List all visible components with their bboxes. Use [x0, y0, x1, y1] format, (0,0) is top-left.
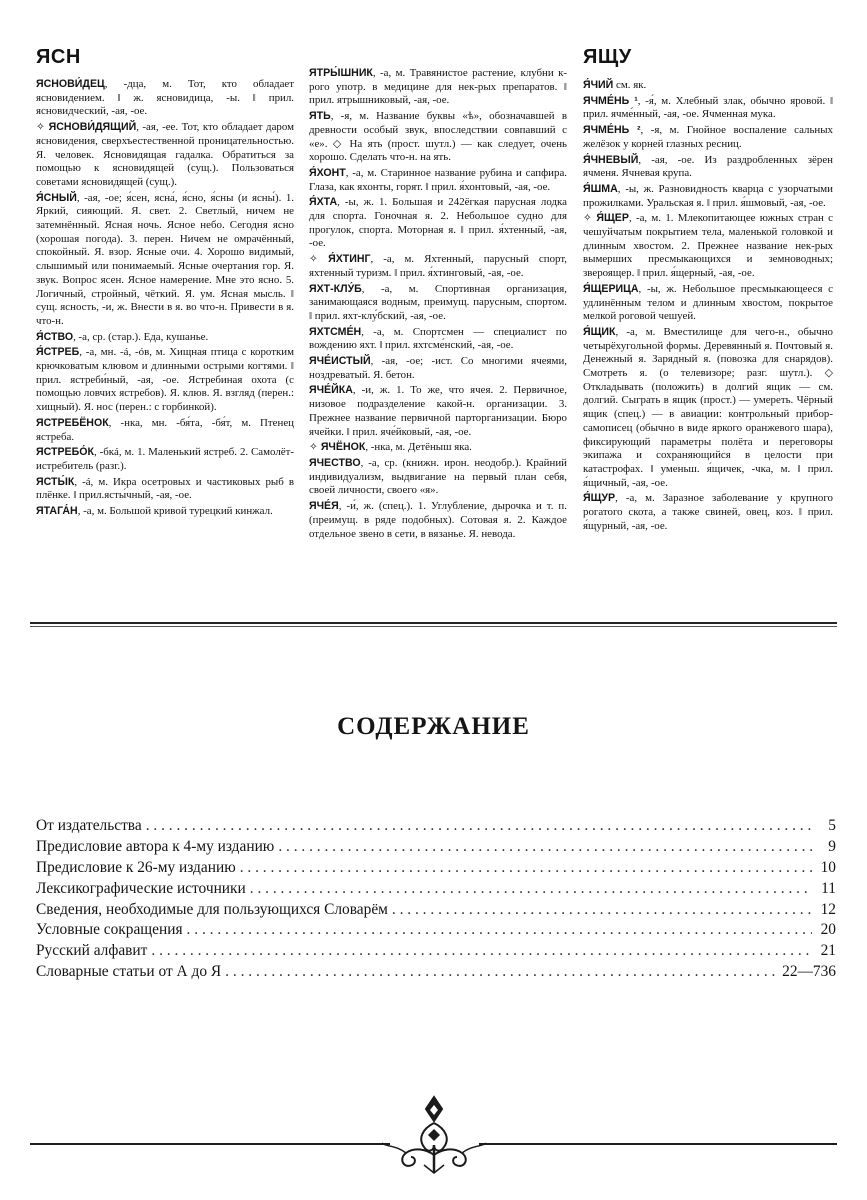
dictionary-entry — [583, 492, 833, 533]
toc-entry[interactable] — [36, 859, 836, 880]
entry-definition: , -а, м. Спортивная организация, занимающаяся водным, преимущ. парусным, спортом. ‖ прил. яхт-клу́бский, -ая, -ое. — [309, 282, 567, 322]
dictionary-entry — [36, 417, 294, 444]
entry-headword: Я́ЩЕРИЦА — [583, 282, 639, 295]
section-divider-thin — [30, 626, 837, 627]
entry-definition: , -ы, ж. Разновидность кварца с узорчатыми прожилками. Уральская я. ‖ прил. я́шмовый, -ая, -ое. — [583, 182, 833, 209]
entry-headword: ЯЧМЕ́НЬ ² — [583, 124, 641, 137]
dictionary-entry — [36, 446, 294, 473]
entry-headword: ЯСТЫ́К — [36, 475, 75, 488]
running-head-left: ЯСН — [36, 46, 81, 68]
dictionary-entry — [583, 79, 833, 93]
dictionary-entry — [36, 331, 294, 345]
dictionary-entry — [36, 346, 294, 415]
dictionary-entry — [583, 124, 833, 151]
entry-definition: , -а, м. Заразное заболевание у крупного рогатого скота, а также свиней, овец, коз. ‖ прил. я́щурный, -ая, -ое. — [583, 492, 833, 532]
toc-title: СОДЕРЖАНИЕ — [337, 713, 530, 740]
dictionary-entry — [583, 154, 833, 181]
entry-definition: , -я, м. Название буквы «ѣ», обозначавшей в древности особый звук, впоследствии совпавший с «е». ◇ На ять (прост. шутл.) — как следует, очень хорошо. Сделать что-н. на ять. — [309, 110, 567, 164]
entry-headword: ✧ Я́ХТИНГ — [309, 253, 371, 266]
dictionary-entry — [309, 167, 567, 194]
dictionary-entry — [583, 95, 833, 122]
toc-leader-dots — [392, 901, 812, 919]
toc-leader-dots — [146, 817, 812, 835]
entry-definition: , -а, ср. (стар.). Еда, кушанье. — [73, 330, 209, 343]
entry-headword: ЯСНОВИ́ДЕЦ — [36, 78, 105, 90]
entry-definition: , -а, м. Яхтенный, парусный спорт, яхтенный туризм. ‖ прил. я́хтинговый, -ая, -ое. — [309, 253, 567, 279]
entry-definition: , -ы, ж. Небольшое пресмыкающееся с удлинённым телом и длинным хвостом, покрытое мелкой роговой чешуей. — [583, 282, 833, 323]
dictionary-entry — [36, 121, 294, 190]
toc-page-number: 12 — [820, 900, 836, 918]
entry-headword: ЯТЬ — [309, 110, 331, 123]
toc-entry-label: Словарные статьи от А до Я — [36, 963, 222, 981]
toc-leader-dots — [278, 838, 812, 856]
toc-entry-label: Лексикографические источники — [36, 879, 246, 897]
toc-page-number: 9 — [828, 837, 836, 855]
dictionary-entry — [309, 355, 567, 382]
entry-definition: , -я́, м. Хлебный злак, обычно яровой. ‖ прил. ячме́нный, -ая, -ое. Ячменная мука. — [583, 94, 833, 121]
toc-leader-dots — [240, 859, 812, 877]
entry-headword: Я́ХОНТ — [309, 166, 346, 179]
entry-definition: , -ая, -ое. Из раздробленных зёрен ячменя. Ячневая крупа. — [583, 153, 833, 180]
toc-page-number: 11 — [821, 879, 836, 897]
decorative-ornament-icon — [378, 1095, 490, 1175]
entry-headword: ✧ Я́ЩЕР — [583, 212, 629, 225]
toc-entry-label: Русский алфавит — [36, 942, 148, 960]
dictionary-entry — [309, 384, 567, 439]
dictionary-column-2 — [309, 67, 567, 543]
entry-definition: , -ая, -ое; я́сен, ясна́, я́сно, я́сны (и ясны́). 1. Яркий, сияющий. Я. свет. 2. Светлый, ничем не затемнённый. Ясная ночь. Ясное небо. Сегодня ясно (хорошая погода). 3. перен. Ничем не омрачённый, спокойный. Я. взор. Ясные очи. 4. Хорошо видимый, слышимый или понимаемый. Ясные очертания гор. Я. звук. Вопрос ясен. Ясное намерение. Мне это ясно. 5. Логичный, стройный, чёткий. Я. ум. Ясная мысль. ‖ сущ. ясность, -и, ж. Внести в я. во что-н. Привести в я. что-н. — [36, 191, 294, 327]
entry-definition: , -ая, -ее. Тот, кто обладает даром ясновидения, сверхъестественной проницательностью. Я. человек. Ясновидящая гадалка. Обратиться за помощью к ясновидящей (сущ.). Пользоваться советами ясновидящей (сущ.). — [36, 121, 294, 188]
toc-entry[interactable] — [36, 817, 836, 838]
entry-headword: Я́ЧНЕВЫЙ — [583, 153, 639, 166]
dictionary-entry — [583, 283, 833, 324]
dictionary-entry — [583, 326, 833, 490]
toc-entry[interactable] — [36, 838, 836, 859]
dictionary-entry — [36, 505, 294, 519]
entry-headword: Я́СТВО — [36, 330, 74, 343]
ornament-rule-left — [30, 1143, 390, 1145]
entry-headword: Я́ШМА — [583, 182, 618, 195]
dictionary-entry — [583, 212, 833, 281]
toc-leader-dots — [151, 942, 812, 960]
entry-headword: Я́СТРЕБ — [36, 346, 80, 359]
dictionary-entry — [309, 110, 567, 165]
entry-headword: ЯЧЕСТВО — [309, 456, 361, 469]
toc-entry[interactable] — [36, 921, 836, 942]
toc-page-number: 20 — [820, 921, 836, 939]
toc-page-number: 21 — [820, 942, 836, 960]
toc-entry[interactable] — [36, 901, 836, 922]
entry-headword: Я́ЩУР — [583, 492, 616, 505]
entry-headword: ЯТРЫ́ШНИК — [309, 67, 373, 79]
dictionary-entry — [36, 476, 294, 503]
toc-entry-label: От издательства — [36, 817, 142, 834]
entry-headword: ✧ ЯСНОВИ́ДЯЩИЙ — [36, 121, 137, 134]
toc-leader-dots — [250, 880, 812, 898]
dictionary-entry — [309, 457, 567, 498]
entry-definition: , -а, м. Спортсмен — специалист по вождению яхт. ‖ прил. яхтсме́нский, -ая, -ое. — [309, 325, 567, 352]
entry-definition: , -дца, м. Тот, кто обладает ясновидением. ‖ ж. ясновидица, -ы. ‖ прил. ясновидческий, -ая, -ое. — [36, 78, 294, 118]
dictionary-entry — [309, 67, 567, 108]
entry-definition: , -а, м. Старинное название рубина и сапфира. Глаза, как яхонты, горят. ‖ прил. я́хонтовый, -ая, -ое. — [309, 166, 567, 193]
dictionary-column-1 — [36, 78, 294, 521]
entry-headword: Я́СНЫЙ — [36, 191, 77, 204]
toc-leader-dots — [187, 921, 812, 939]
entry-definition: , -а, мн. -á, -óв, м. Хищная птица с коротким крючковатым клювом и длинными острыми когтями. ‖ прил. ястреби́ный, -ая, -ое. Ястребиная охота (с помощью ловчих ястребов). Я. клюв. Я. взгляд (перен.: хищный). Я. нос (перен.: с горбинкой). — [36, 346, 294, 414]
entry-headword: ЯСТРЕБЁНОК — [36, 416, 109, 429]
entry-headword: ЯСТРЕБО́К — [36, 446, 94, 459]
dictionary-entry — [36, 78, 294, 119]
toc-entry[interactable] — [36, 880, 836, 901]
entry-definition: , -и, ж. 1. То же, что ячея. 2. Первичное, низовое подразделение какой-н. организации. 3. Прежнее название первичной парторганизации. Бюро ячейки. ‖ прил. яче́йковый, -ая, -ое. — [309, 384, 567, 438]
table-of-contents — [36, 817, 836, 984]
dictionary-entry — [309, 196, 567, 251]
entry-definition: , -а, м. Большой кривой турецкий кинжал. — [77, 505, 273, 518]
dictionary-entry — [36, 192, 294, 329]
entry-headword: ЯХТ-КЛУ́Б — [309, 282, 362, 295]
entry-definition: , -нка, м. Детёныш яка. — [365, 441, 472, 454]
entry-definition: , -а, м. Вместилище для чего-н., обычно четырёхугольной формы. Деревянный я. Почтовый я. Денежный я. Зарядный я. (повозка для снарядов). Смотреть я. (о телевизоре; разг. шутл.). ◇ Откладывать (положить) в долгий ящик — см. долгий. Сыграть в ящик (прост.) — умереть. Чёрный ящик (спец.) — в авиации: контрольный прибор-самописец (обычно в виде яркого оранжевого шара), фиксирующий параметры полёта и переговоры экипажа и сохраняющийся в целости при катастрофах. ‖ уменьш. я́щичек, -чка, м. ‖ прил. я́щичный, -ая, -ое. — [583, 325, 833, 489]
toc-page-number: 10 — [820, 858, 836, 876]
entry-definition: , -а, ср. (книжн. ирон. неодобр.). Крайний индивидуализм, выдвигание на первый план себя, своей личности, своего «я». — [309, 456, 567, 497]
dictionary-entry — [309, 283, 567, 324]
dictionary-entry — [309, 441, 567, 455]
entry-headword: ЯХТСМЕ́Н — [309, 325, 362, 338]
ornament-rule-right — [479, 1143, 837, 1145]
entry-headword: Я́ЩИК — [583, 325, 616, 338]
entry-definition: , -ы, ж. 1. Большая и 242ёгкая парусная лодка для спорта. Гоночная я. 2. Небольшое судно для прогулок, спорта. Моторная я. ‖ прил. я́хтенный, -ая, -ое. — [309, 196, 567, 250]
entry-definition: , -нка, мн. -бя́та, -бя́т, м. Птенец ястреба. — [36, 416, 294, 443]
entry-definition: , -а, м. Травянистое растение, клубни к-рого употр. в медицине для нек-рых препаратов. ‖ прил. ятры́шниковый, -ая, -ое. — [309, 67, 567, 107]
entry-headword: Я́ЧИЙ — [583, 79, 614, 91]
entry-headword: Я́ХТА — [309, 196, 338, 209]
entry-definition: см. як. — [613, 79, 647, 91]
entry-definition: , -бкá, м. 1. Маленький ястреб. 2. Самолёт-истребитель (разг.). — [36, 446, 294, 472]
dictionary-entry — [309, 326, 567, 353]
entry-headword: ✧ ЯЧЁНОК — [309, 441, 366, 454]
entry-headword: ЯТАГА́Н — [36, 505, 78, 518]
entry-definition: , -я, м. Гнойное воспаление сальных желёзок у корней глазных ресниц. — [583, 124, 833, 150]
toc-page-number: 5 — [828, 817, 836, 834]
entry-headword: ЯЧЕ́ЙКА — [309, 384, 353, 397]
top-margin — [30, 36, 837, 37]
toc-entry[interactable] — [36, 942, 836, 963]
dictionary-entry — [309, 500, 567, 541]
dictionary-column-3 — [583, 79, 833, 536]
toc-entry-label: Условные сокращения — [36, 921, 183, 939]
entry-headword: ЯЧЕ́Я — [309, 500, 339, 513]
toc-entry[interactable] — [36, 963, 836, 984]
entry-definition: , -ая, -ое; -ист. Со многими ячеями, ноздреватый. Я. бетон. — [309, 355, 567, 381]
toc-entry-label: Сведения, необходимые для пользующихся Словарём — [36, 900, 388, 918]
section-divider — [30, 622, 837, 624]
dictionary-entry — [309, 253, 567, 280]
toc-entry-label: Предисловие автора к 4-му изданию — [36, 837, 275, 855]
dictionary-entry — [583, 183, 833, 210]
toc-entry-label: Предисловие к 26-му изданию — [36, 858, 236, 876]
entry-definition: , -а, м. 1. Млекопитающее южных стран с чешуйчатым покрытием тела, маленькой головкой и длинным хвостом. 2. Прежнее название нек-рых вымерших пресмыкающихся и земноводных; звероящер. ‖ прил. я́щерный, -ая, -ое. — [583, 212, 833, 280]
entry-definition: , -á, м. Икра осетровых и частиковых рыб в плёнке. ‖ прил.ясты́чный, -ая, -ое. — [36, 475, 294, 502]
entry-definition: , -и́, ж. (спец.). 1. Углубление, дырочка и т. п. (преимущ. в ряде подобных). Сотовая я. 2. Каждое отдельное звено в сети, в вязанье. Я. невода. — [309, 500, 567, 540]
toc-page-number: 22—736 — [782, 963, 836, 981]
entry-headword: ЯЧЕ́ИСТЫЙ — [309, 355, 371, 368]
toc-leader-dots — [225, 963, 778, 981]
entry-headword: ЯЧМЕ́НЬ ¹ — [583, 94, 638, 107]
running-head-right: ЯЩУ — [583, 46, 632, 68]
